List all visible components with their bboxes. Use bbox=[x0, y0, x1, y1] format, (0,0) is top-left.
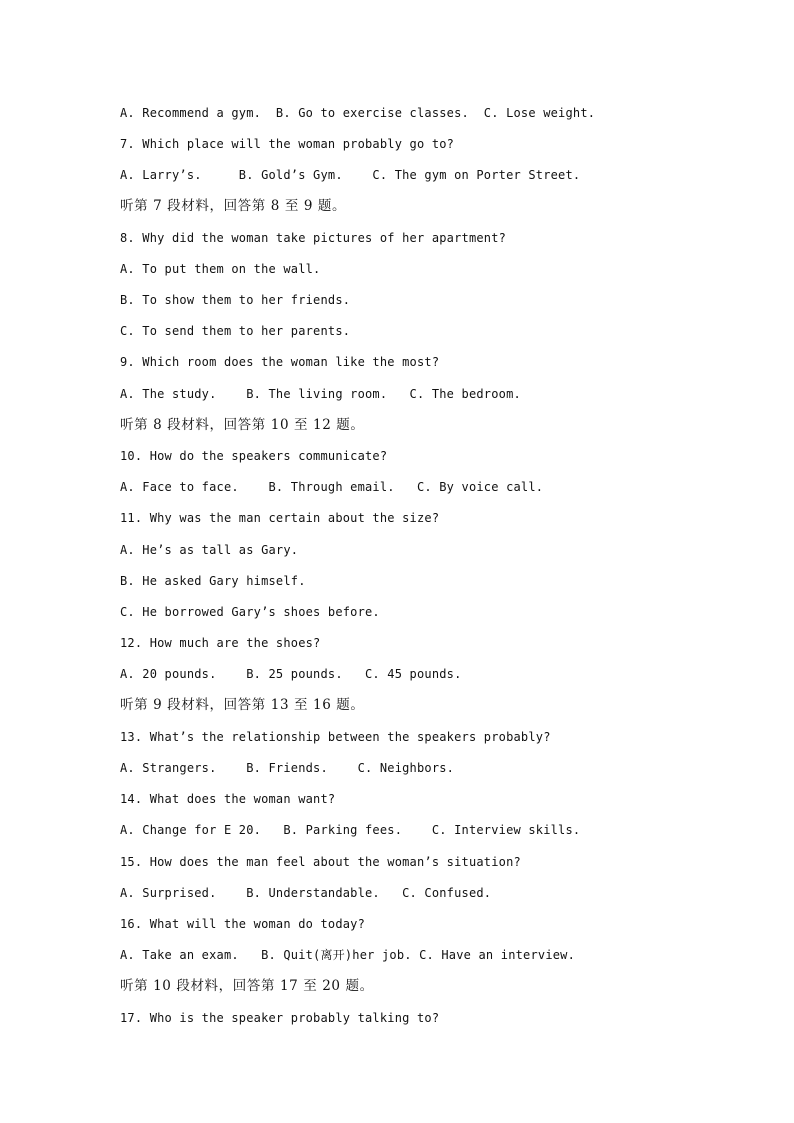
options-line: A. Strangers. B. Friends. C. Neighbors. bbox=[120, 761, 455, 775]
option-line: A. To put them on the wall. bbox=[120, 262, 321, 276]
question-line: 13. What’s the relationship between the speakers probably? bbox=[120, 730, 551, 744]
options-line: A. The study. B. The living room. C. The bedroom. bbox=[120, 387, 521, 401]
question-line: 10. How do the speakers communicate? bbox=[120, 449, 388, 463]
question-line: 17. Who is the speaker probably talking to? bbox=[120, 1011, 440, 1025]
section-instruction: 听第 10 段材料，回答第 17 至 20 题。 bbox=[120, 978, 374, 994]
question-line: 11. Why was the man certain about the size? bbox=[120, 511, 440, 525]
question-line: 16. What will the woman do today? bbox=[120, 917, 366, 931]
question-line: 8. Why did the woman take pictures of her apartment? bbox=[120, 231, 507, 245]
text-line: A. Recommend a gym. B. Go to exercise classes. C. Lose weight. bbox=[120, 106, 596, 120]
options-line: A. Larry’s. B. Gold’s Gym. C. The gym on Porter Street. bbox=[120, 168, 581, 182]
option-line: C. To send them to her parents. bbox=[120, 324, 351, 338]
options-line: A. 20 pounds. B. 25 pounds. C. 45 pounds. bbox=[120, 667, 462, 681]
option-line: B. He asked Gary himself. bbox=[120, 574, 306, 588]
question-line: 15. How does the man feel about the woman’s situation? bbox=[120, 855, 521, 869]
option-line: B. To show them to her friends. bbox=[120, 293, 351, 307]
question-line: 7. Which place will the woman probably go to? bbox=[120, 137, 455, 151]
options-line: A. Surprised. B. Understandable. C. Confused. bbox=[120, 886, 492, 900]
question-line: 14. What does the woman want? bbox=[120, 792, 336, 806]
options-line: A. Change for E 20. B. Parking fees. C. Interview skills. bbox=[120, 823, 581, 837]
section-instruction: 听第 7 段材料，回答第 8 至 9 题。 bbox=[120, 198, 347, 214]
option-line: A. He’s as tall as Gary. bbox=[120, 543, 299, 557]
options-line: A. Face to face. B. Through email. C. By voice call. bbox=[120, 480, 544, 494]
question-line: 9. Which room does the woman like the most? bbox=[120, 355, 440, 369]
options-line: A. Take an exam. B. Quit(离开)her job. C. Have an interview. bbox=[120, 948, 576, 962]
section-instruction: 听第 9 段材料，回答第 13 至 16 题。 bbox=[120, 697, 365, 713]
option-line: C. He borrowed Gary’s shoes before. bbox=[120, 605, 380, 619]
section-instruction: 听第 8 段材料，回答第 10 至 12 题。 bbox=[120, 417, 365, 433]
question-line: 12. How much are the shoes? bbox=[120, 636, 321, 650]
